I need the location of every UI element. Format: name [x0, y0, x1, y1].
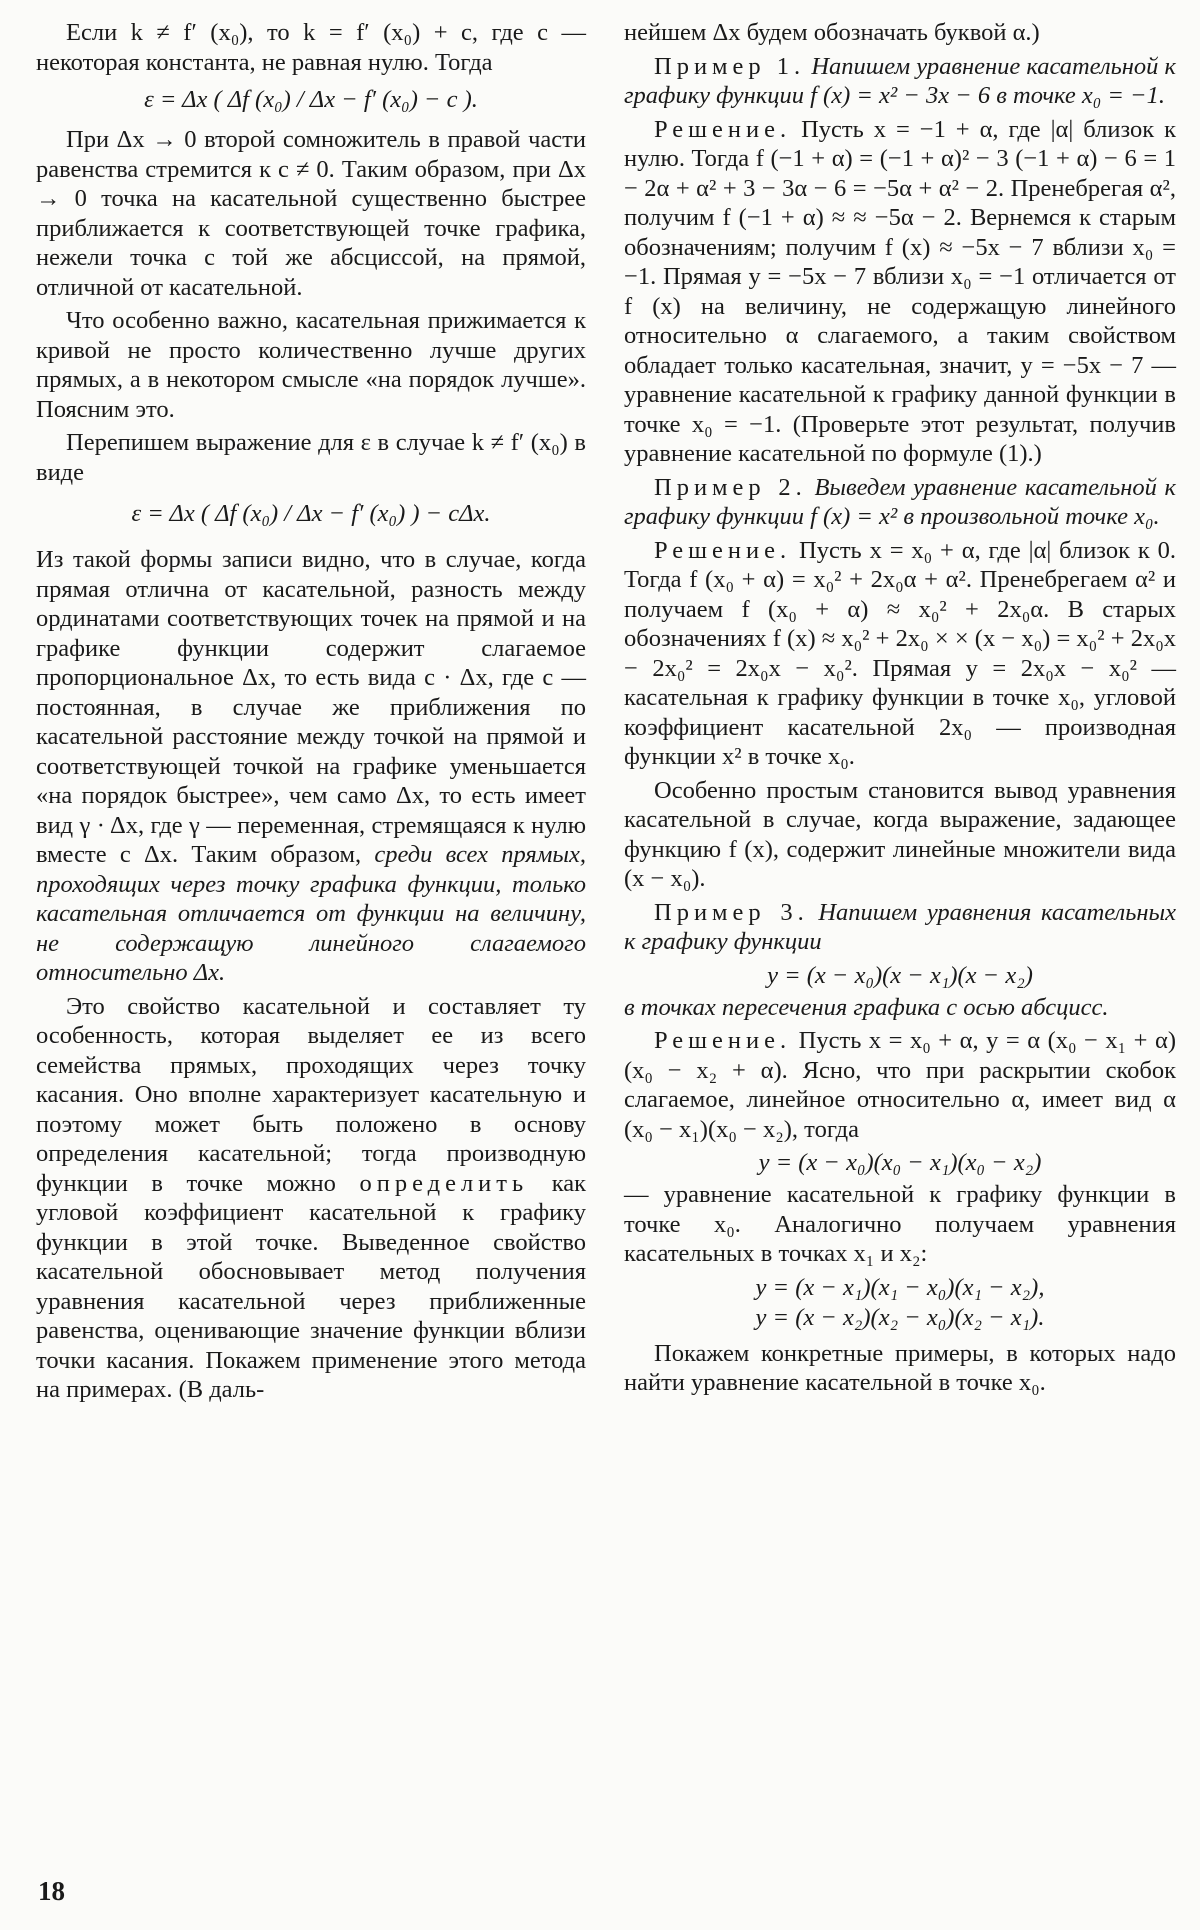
solution-label: Решение.	[654, 115, 792, 143]
solution-text: Пусть x = x₀ + α, где |α| близок к 0. Тогда f (x₀ + α) = x₀² + 2x₀α + α². Пренебрегаем α² и получаем f (x₀ + α) ≈ x₀² + 2x₀α. В старых обозначениях f (x) ≈ x₀² + 2x₀ × × (x − x₀) = x₀² + 2x₀x − 2x₀² = 2x₀x − x₀². Прямая y = 2x₀x − x₀² — касательная к графику функции в точке x₀, угловой коэффициент касательной 2x₀ — производная функции x² в точке x₀.	[624, 536, 1177, 770]
formula-tangent-x2: y = (x − x₂)(x₂ − x₀)(x₂ − x₁).	[755, 1303, 1045, 1331]
emphasis-statement: среди всех прямых, проходящих через точку графика функции, только касательная отличается от функции на величину, не содержащую линейного слагаемого относительно Δx.	[36, 841, 586, 986]
paragraph	[36, 992, 586, 1405]
text-run: как угловой коэффициент касательной к графику функции в этой точке. Выведенное свойство касательной обосновывает метод получения уравнения касательной через приближенные равенства, оценивающие значение функции вблизи точки касания. Покажем применение этого метода на примерах. (В даль-	[36, 1169, 587, 1403]
paragraph: При Δx → 0 второй сомножитель в правой части равенства стремится к c ≠ 0. Таким образом, при Δx → 0 точка на касательной существенно быстрее приближается к соответствующей точке графика, нежели точка с той же абсциссой, на прямой, отличной от касательной.	[36, 126, 586, 301]
formula-epsilon-2: ε = Δx ( Δf (x₀) / Δx − f′ (x₀) ) − cΔx.	[131, 500, 491, 527]
example-label: Пример 1.	[654, 52, 806, 80]
example-1	[624, 52, 1176, 111]
left-column	[36, 18, 586, 1409]
solution-text: Пусть x = x₀ + α, y = α (x₀ − x₁ + α)(x₀ − x₂ + α). Ясно, что при раскрытии скобок слагаемое, линейное относительно α, имеет вид α (x₀ − x₁)(x₀ − x₂), тогда	[624, 1027, 1177, 1143]
solution-label: Решение.	[654, 536, 792, 564]
paragraph: Что особенно важно, касательная прижимается к кривой не просто количественно лучше других прямых, а в некотором смысле «на порядок лучше». Поясним это.	[36, 307, 586, 423]
example-2-solution	[624, 536, 1176, 772]
paragraph: Перепишем выражение для ε в случае k ≠ f′ (x₀) в виде	[36, 429, 586, 486]
paragraph: Если k ≠ f′ (x₀), то k = f′ (x₀) + c, где c — некоторая константа, не равная нулю. Тогда	[36, 19, 586, 76]
solution-text: Пусть x = −1 + α, где |α| близок к нулю. Тогда f (−1 + α) = (−1 + α)² − 3 (−1 + α) − 6 = 1 − 2α + α² + 3 − 3α − 6 = −5α + α² − 2. Пренебрегая α², получим f (−1 + α) ≈ ≈ −5α − 2. Вернемся к старым обозначениям; получим f (x) ≈ −5x − 7 вблизи x₀ = −1. Прямая y = −5x − 7 вблизи x₀ = −1 отличается от f (x) на величину, не содержащую линейного относительно α слагаемого, а таким свойством обладает только касательная, значит, y = −5x − 7 — уравнение касательной к графику данной функции в точке x₀ = −1. (Проверьте этот результат, получив уравнение касательной по формуле (1).)	[624, 115, 1176, 467]
formula-tangent-x1: y = (x − x₁)(x₁ − x₀)(x₁ − x₂),	[755, 1273, 1045, 1301]
paragraph: — уравнение касательной к графику функции в точке x₀. Аналогично получаем уравнения касательных в точках x₁ и x₂:	[624, 1181, 1176, 1267]
example-1-solution	[624, 115, 1176, 469]
example-label: Пример 2.	[654, 473, 807, 501]
spaced-word: определить	[359, 1169, 529, 1197]
solution-label: Решение.	[654, 1027, 792, 1054]
example-label: Пример 3.	[654, 898, 809, 926]
page-number: 18	[38, 1876, 65, 1906]
example-3	[624, 898, 1176, 957]
example-2	[624, 473, 1176, 532]
paragraph: нейшем Δx будем обозначать буквой α.)	[624, 19, 1040, 46]
example-task: Напишем уравнение касательной к графику функции f (x) = x² − 3x − 6 в точке x₀ = −1.	[624, 52, 1177, 109]
formula-epsilon-1: ε = Δx ( Δf (x₀) / Δx − f′ (x₀) − c ).	[144, 86, 478, 113]
text-run: Это свойство касательной и составляет ту особенность, которая выделяет ее из всего семейства прямых, проходящих через точку касания. Оно вполне характеризует касательную и поэтому может быть положено в основу определения касательной; тогда производную функции в точке можно	[36, 992, 586, 1197]
formula-tangent-x0: y = (x − x₀)(x₀ − x₁)(x₀ − x₂)	[758, 1149, 1042, 1176]
example-3-solution	[624, 1026, 1176, 1144]
example-task: в точках пересечения графика с осью абсцисс.	[624, 993, 1109, 1021]
example-task-cont	[624, 993, 1176, 1023]
paragraph	[36, 545, 586, 988]
formula-cubic: y = (x − x₀)(x − x₁)(x − x₂)	[767, 961, 1033, 989]
paragraph: Особенно простым становится вывод уравнения касательной в случае, когда выражение, задающее функцию f (x), содержит линейные множители вида (x − x₀).	[624, 776, 1176, 892]
paragraph: Покажем конкретные примеры, в которых надо найти уравнение касательной в точке x₀.	[624, 1339, 1176, 1396]
example-task: Выведем уравнение касательной к графику функции f (x) = x² в произвольной точке x₀.	[624, 473, 1177, 530]
right-column	[624, 18, 1176, 1402]
text-run: Из такой формы записи видно, что в случае, когда прямая отлична от касательной, разность между ординатами соответствующих точек на прямой и на графике функции содержит слагаемое пропорциональное Δx, то есть вида c · Δx, где c — постоянная, в случае же приближения по касательной расстояние между точкой на прямой и соответствующей точкой на графике уменьшается «на порядок быстрее», чем само Δx, то есть имеет вид γ · Δx, где γ — переменная, стремящаяся к нулю вместе с Δx. Таким образом,	[36, 546, 586, 868]
example-task: Напишем уравнения касательных к графику функции	[624, 898, 1176, 955]
